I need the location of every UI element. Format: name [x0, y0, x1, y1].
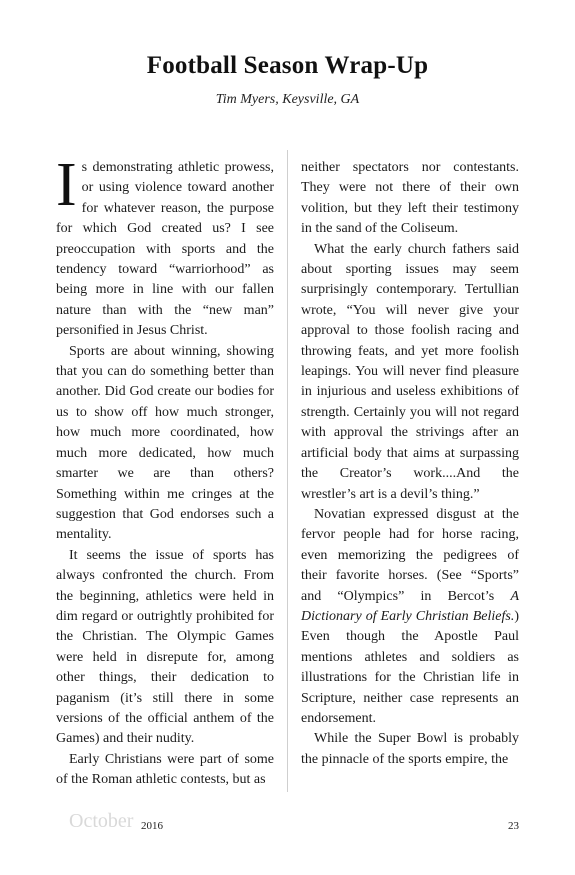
paragraph-7: [301, 505, 519, 729]
paragraph-7-text-b: ) Even though the Apostle Paul mentions athletes and soldiers as illustrations for the Christian life in Scripture, neither case represents an endorsement.: [301, 608, 519, 726]
paragraph-1: [56, 151, 274, 342]
article-byline: Tim Myers, Keysville, GA: [215, 92, 360, 107]
paragraph-1-text: s demonstrating athletic prowess, or using violence toward another for whatever reason, the purpose for which God created us? I see preoccupation with sports and the tendency toward “warriorhood” as being more in line with our fallen nature than with the “new man” personified in Jesus Christ.: [56, 160, 274, 339]
right-column: [301, 158, 519, 770]
page-number: 23: [508, 820, 519, 832]
drop-cap: I: [56, 151, 77, 219]
paragraph-7-text-a: Novatian expressed disgust at the fervor people had for horse racing, even memorizing the pedigrees of their favorite horses. (See “Sports” and “Olympics” in Bercot’s: [301, 506, 519, 604]
paragraph-2: Sports are about winning, showing that you can do something better than another. Did God create our bodies for us to show off how much stronger, how much more coordinated, how much more dedicated, how much smarter we are than others? Something within me cringes at the suggestion that God endorses such a mentality.: [56, 343, 274, 543]
footer-month: October: [69, 810, 134, 832]
footer-year: 2016: [141, 820, 163, 832]
column-divider: [287, 150, 288, 792]
paragraph-3: It seems the issue of sports has always confronted the church. From the beginning, athletics were held in dim regard or outrightly prohibited for the Christian. The Olympic Games were held in disrepute for, among other things, their dedication to paganism (it’s still there in some versions of the official anthem of the Games) and their nudity.: [56, 547, 274, 747]
paragraph-5: neither spectators nor contestants. They were not there of their own volition, but they left their testimony in the sand of the Coliseum.: [301, 160, 519, 237]
paragraph-6: What the early church fathers said about sporting issues may seem surprisingly contemporary. Tertullian wrote, “You will never give your approval to those foolish racing and throwing feats, and yet more foolish leapings. You will never find pleasure in injurious and useless exhibitions of strength. Certainly you will not regard with approval the strivings after an artificial body that aims at surpassing the Creator’s work....And the wrestler’s art is a devil’s thing.”: [301, 241, 519, 502]
left-column: [56, 151, 274, 791]
article-title: Football Season Wrap-Up: [146, 52, 429, 79]
paragraph-4: Early Christians were part of some of the Roman athletic contests, but as: [56, 751, 274, 788]
paragraph-8: While the Super Bowl is probably the pinnacle of the sports empire, the: [301, 731, 519, 767]
book-title: A Dictionary of Early Christian Beliefs.: [301, 588, 519, 624]
